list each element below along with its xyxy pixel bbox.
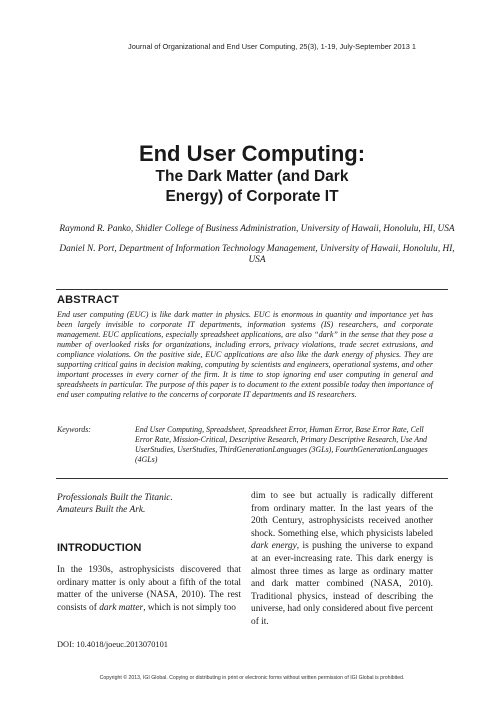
title-block	[0, 141, 504, 206]
epigraph-line-1: Professionals Built the Titanic.	[57, 493, 173, 503]
author-affiliation: Daniel N. Port, Department of Information Technology Management, University of Hawaii, Honolulu, HI, USA	[59, 244, 455, 265]
divider-top	[56, 289, 448, 290]
doi: DOI: 10.4018/joeuc.2013070101	[57, 640, 168, 649]
journal-header: Journal of Organizational and End User Computing, 25(3), 1-19, July-September 2013 1	[128, 42, 416, 51]
author-affiliation: Raymond R. Panko, Shidler College of Business Administration, University of Hawaii, Honolulu, HI, USA	[59, 224, 455, 234]
body-text: dim to see but actually is radically different from ordinary matter. In the last years of the 20th Century, astrophysicists received another shock. Something else, which physicists labeled	[251, 491, 433, 539]
introduction-paragraph-left	[57, 564, 241, 614]
keywords	[57, 425, 433, 465]
body-text: , is pushing the universe to expand at an ever-increasing rate. This dark energy is almost three times as large as ordinary matter and dark matter combined (NASA, 2010). Traditional physics, instead of describing the universe, had only considered about five percent of it.	[251, 541, 433, 627]
introduction-paragraph-right	[251, 490, 433, 629]
copyright-notice: Copyright © 2013, IGI Global. Copying or distributing in print or electronic forms without written permission of IGI Global is prohibited.	[99, 675, 405, 681]
left-column	[57, 492, 241, 614]
epigraph	[57, 492, 241, 516]
abstract-heading: ABSTRACT	[57, 294, 120, 306]
author-list	[50, 224, 464, 275]
divider-bottom	[56, 478, 448, 479]
keywords-label: Keywords:	[57, 425, 91, 434]
emphasis-dark-matter: dark matter	[99, 602, 144, 613]
emphasis-dark-energy: dark energy	[251, 541, 297, 552]
paper-subtitle-line-2: Energy) of Corporate IT	[165, 187, 339, 205]
body-text: In the 1930s, astrophysicists discovered that ordinary matter is only about a fifth of the total matter of the universe (NASA, 2010). The rest consists of	[57, 565, 241, 613]
paper-subtitle-line-1: The Dark Matter (and Dark	[155, 168, 349, 185]
right-column	[251, 490, 433, 629]
paper-title: End User Computing:	[138, 141, 366, 166]
introduction-heading: INTRODUCTION	[57, 542, 142, 554]
epigraph-line-2: Amateurs Built the Ark.	[57, 505, 146, 515]
keywords-text: End User Computing, Spreadsheet, Spreadsheet Error, Human Error, Base Error Rate, Cell Error Rate, Mission-Critical, Descriptive Research, Primary Descriptive Research, Use And UserStudies, UserStudies, ThirdGenerationLanguages (3GLs), FourthGenerationLanguages (4GLs)	[135, 425, 428, 464]
body-text: , which is not simply too	[143, 602, 236, 613]
abstract-text: End user computing (EUC) is like dark matter in physics. EUC is enormous in quantity and importance yet has been largely invisible to corporate IT departments, information systems (IS) researchers, and corporate management. EUC applications, especially spreadsheet applications, are also “dark” in the sense that they pose a number of overlooked risks for organizations, including errors, privacy violations, trade secret extrusions, and compliance violations. On the positive side, EUC applications are also like the dark energy of physics. They are supporting critical gains in decision making, computing by scientists and engineers, operational systems, and other important processes in every corner of the firm. It is time to stop ignoring end user computing in general and spreadsheets in particular. The purpose of this paper is to document to the extent possible today then importance of end user computing relative to the concerns of corporate IT departments and IS researchers.	[57, 310, 433, 399]
